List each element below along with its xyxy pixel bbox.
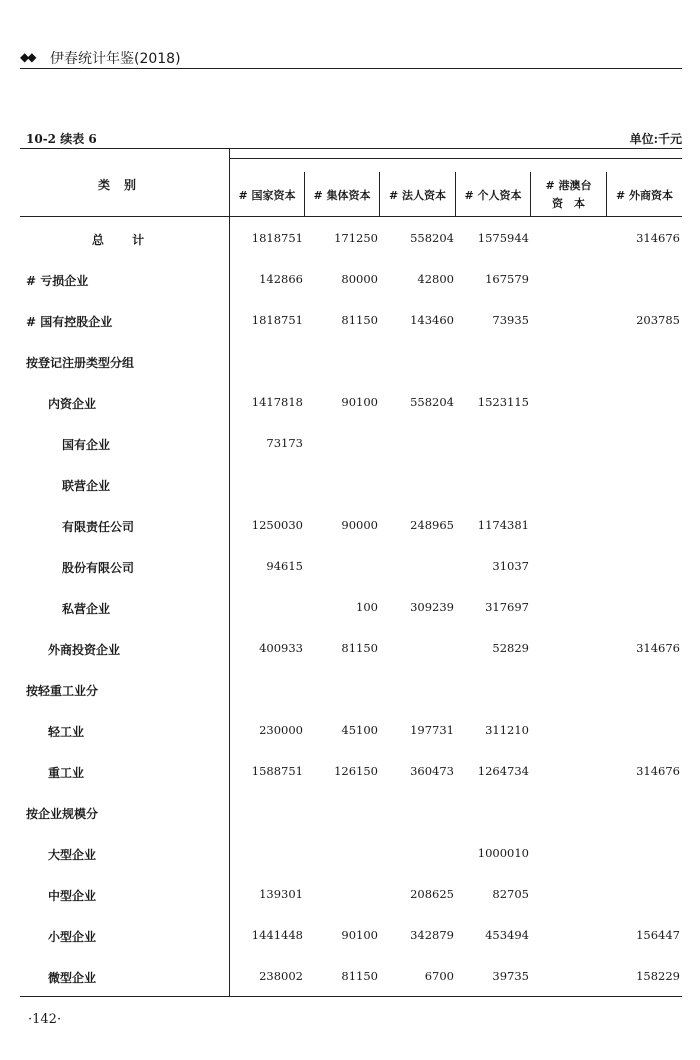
table-row bbox=[0, 887, 700, 907]
cell-legal: 197731 bbox=[410, 723, 454, 737]
header-bottom-rule bbox=[20, 216, 682, 217]
cell-legal: 558204 bbox=[410, 231, 454, 245]
cell-state: 1417818 bbox=[251, 395, 303, 409]
row-label: 内资企业 bbox=[48, 397, 97, 411]
unit-label: 单位:千元 bbox=[629, 132, 682, 146]
cell-collective: 81150 bbox=[341, 313, 378, 327]
table-row bbox=[0, 969, 700, 989]
cell-state: 94615 bbox=[266, 559, 303, 573]
table-row bbox=[0, 354, 700, 374]
header-rule bbox=[20, 68, 682, 69]
cell-legal: 342879 bbox=[410, 928, 454, 942]
cell-collective: 80000 bbox=[341, 272, 378, 286]
table-bottom-rule bbox=[20, 996, 682, 997]
row-label: 按企业规模分 bbox=[26, 807, 99, 821]
cell-collective: 90000 bbox=[341, 518, 378, 532]
cell-legal: 208625 bbox=[410, 887, 454, 901]
running-header bbox=[20, 46, 682, 68]
cell-legal: 309239 bbox=[410, 600, 454, 614]
cell-personal: 167579 bbox=[485, 272, 529, 286]
row-label: 小型企业 bbox=[48, 930, 97, 944]
table-row bbox=[0, 272, 700, 292]
cell-personal: 1523115 bbox=[477, 395, 529, 409]
column-header-foreign-capital: # 外商资本 bbox=[615, 189, 674, 202]
row-label: 联营企业 bbox=[62, 479, 111, 493]
cell-collective: 90100 bbox=[341, 928, 378, 942]
column-header-hmt-capital-line2: 资 本 bbox=[552, 197, 585, 210]
cell-foreign: 314676 bbox=[636, 641, 680, 655]
cell-legal: 6700 bbox=[424, 969, 454, 983]
cell-state: 142866 bbox=[259, 272, 303, 286]
table-row bbox=[0, 682, 700, 702]
row-label: 按登记注册类型分组 bbox=[26, 356, 135, 370]
cell-state: 1818751 bbox=[251, 313, 303, 327]
table-top-rule bbox=[20, 148, 682, 149]
table-row bbox=[0, 231, 700, 251]
row-label: 微型企业 bbox=[48, 971, 97, 985]
cell-personal: 82705 bbox=[492, 887, 529, 901]
cell-personal: 73935 bbox=[492, 313, 529, 327]
cell-state: 1588751 bbox=[251, 764, 303, 778]
diamond-bullets-icon: ◆◆ bbox=[20, 50, 35, 64]
cell-personal: 39735 bbox=[492, 969, 529, 983]
cell-legal: 143460 bbox=[410, 313, 454, 327]
column-header-collective-capital: # 集体资本 bbox=[313, 189, 371, 202]
cell-personal: 31037 bbox=[492, 559, 529, 573]
cell-personal: 1264734 bbox=[477, 764, 529, 778]
yearbook-title: 伊春统计年鉴(2018) bbox=[50, 51, 181, 67]
table-id: 10-2 续表 6 bbox=[26, 132, 97, 146]
table-row bbox=[0, 477, 700, 497]
header-sub-rule bbox=[229, 158, 682, 159]
cell-foreign: 314676 bbox=[636, 764, 680, 778]
cell-foreign: 158229 bbox=[636, 969, 680, 983]
cell-foreign: 156447 bbox=[636, 928, 680, 942]
cell-collective: 45100 bbox=[341, 723, 378, 737]
cell-legal: 558204 bbox=[410, 395, 454, 409]
table-row bbox=[0, 313, 700, 333]
row-label: 中型企业 bbox=[48, 889, 97, 903]
cell-state: 400933 bbox=[259, 641, 303, 655]
cell-state: 73173 bbox=[266, 436, 303, 450]
row-label: 有限责任公司 bbox=[62, 520, 135, 534]
column-header-personal-capital: # 个人资本 bbox=[464, 189, 522, 202]
cell-foreign: 314676 bbox=[636, 231, 680, 245]
table-row bbox=[0, 641, 700, 661]
cell-collective: 126150 bbox=[334, 764, 378, 778]
cell-collective: 171250 bbox=[334, 231, 378, 245]
table-row bbox=[0, 928, 700, 948]
cell-foreign: 203785 bbox=[636, 313, 680, 327]
column-header-legal-person-capital: # 法人资本 bbox=[388, 189, 447, 202]
cell-state: 1441448 bbox=[251, 928, 303, 942]
cell-state: 1250030 bbox=[251, 518, 303, 532]
row-label: 外商投资企业 bbox=[48, 643, 121, 657]
row-label: # 亏损企业 bbox=[26, 274, 89, 288]
row-label: 私营企业 bbox=[62, 602, 111, 616]
cell-personal: 1000010 bbox=[477, 846, 529, 860]
table-row bbox=[0, 559, 700, 579]
cell-legal: 248965 bbox=[410, 518, 454, 532]
cell-legal: 360473 bbox=[410, 764, 454, 778]
column-header-category: 类别 bbox=[97, 178, 150, 192]
table-row bbox=[0, 805, 700, 825]
table-row bbox=[0, 600, 700, 620]
table-row bbox=[0, 764, 700, 784]
row-label: 按轻重工业分 bbox=[26, 684, 99, 698]
cell-state: 1818751 bbox=[251, 231, 303, 245]
page-number: ·142· bbox=[28, 1012, 62, 1027]
cell-collective: 81150 bbox=[341, 641, 378, 655]
row-label: 大型企业 bbox=[48, 848, 97, 862]
cell-personal: 317697 bbox=[485, 600, 529, 614]
table-row bbox=[0, 518, 700, 538]
table-row bbox=[0, 436, 700, 456]
row-label: 总 计 bbox=[91, 233, 157, 247]
cell-collective: 100 bbox=[356, 600, 378, 614]
table-row bbox=[0, 846, 700, 866]
cell-collective: 81150 bbox=[341, 969, 378, 983]
row-label: # 国有控股企业 bbox=[26, 315, 113, 329]
table-row bbox=[0, 395, 700, 415]
column-header-hmt-capital-line1: # 港澳台 bbox=[545, 179, 592, 192]
cell-personal: 311210 bbox=[485, 723, 529, 737]
cell-personal: 1575944 bbox=[477, 231, 529, 245]
row-label: 轻工业 bbox=[48, 725, 85, 739]
cell-state: 230000 bbox=[259, 723, 303, 737]
cell-personal: 1174381 bbox=[477, 518, 529, 532]
row-label: 股份有限公司 bbox=[62, 561, 135, 575]
table-row bbox=[0, 723, 700, 743]
cell-collective: 90100 bbox=[341, 395, 378, 409]
cell-personal: 52829 bbox=[492, 641, 529, 655]
column-header-state-capital: # 国家资本 bbox=[238, 189, 296, 202]
cell-legal: 42800 bbox=[417, 272, 454, 286]
cell-state: 238002 bbox=[259, 969, 303, 983]
row-label: 重工业 bbox=[48, 766, 85, 780]
cell-state: 139301 bbox=[259, 887, 303, 901]
cell-personal: 453494 bbox=[485, 928, 529, 942]
row-label: 国有企业 bbox=[62, 438, 111, 452]
